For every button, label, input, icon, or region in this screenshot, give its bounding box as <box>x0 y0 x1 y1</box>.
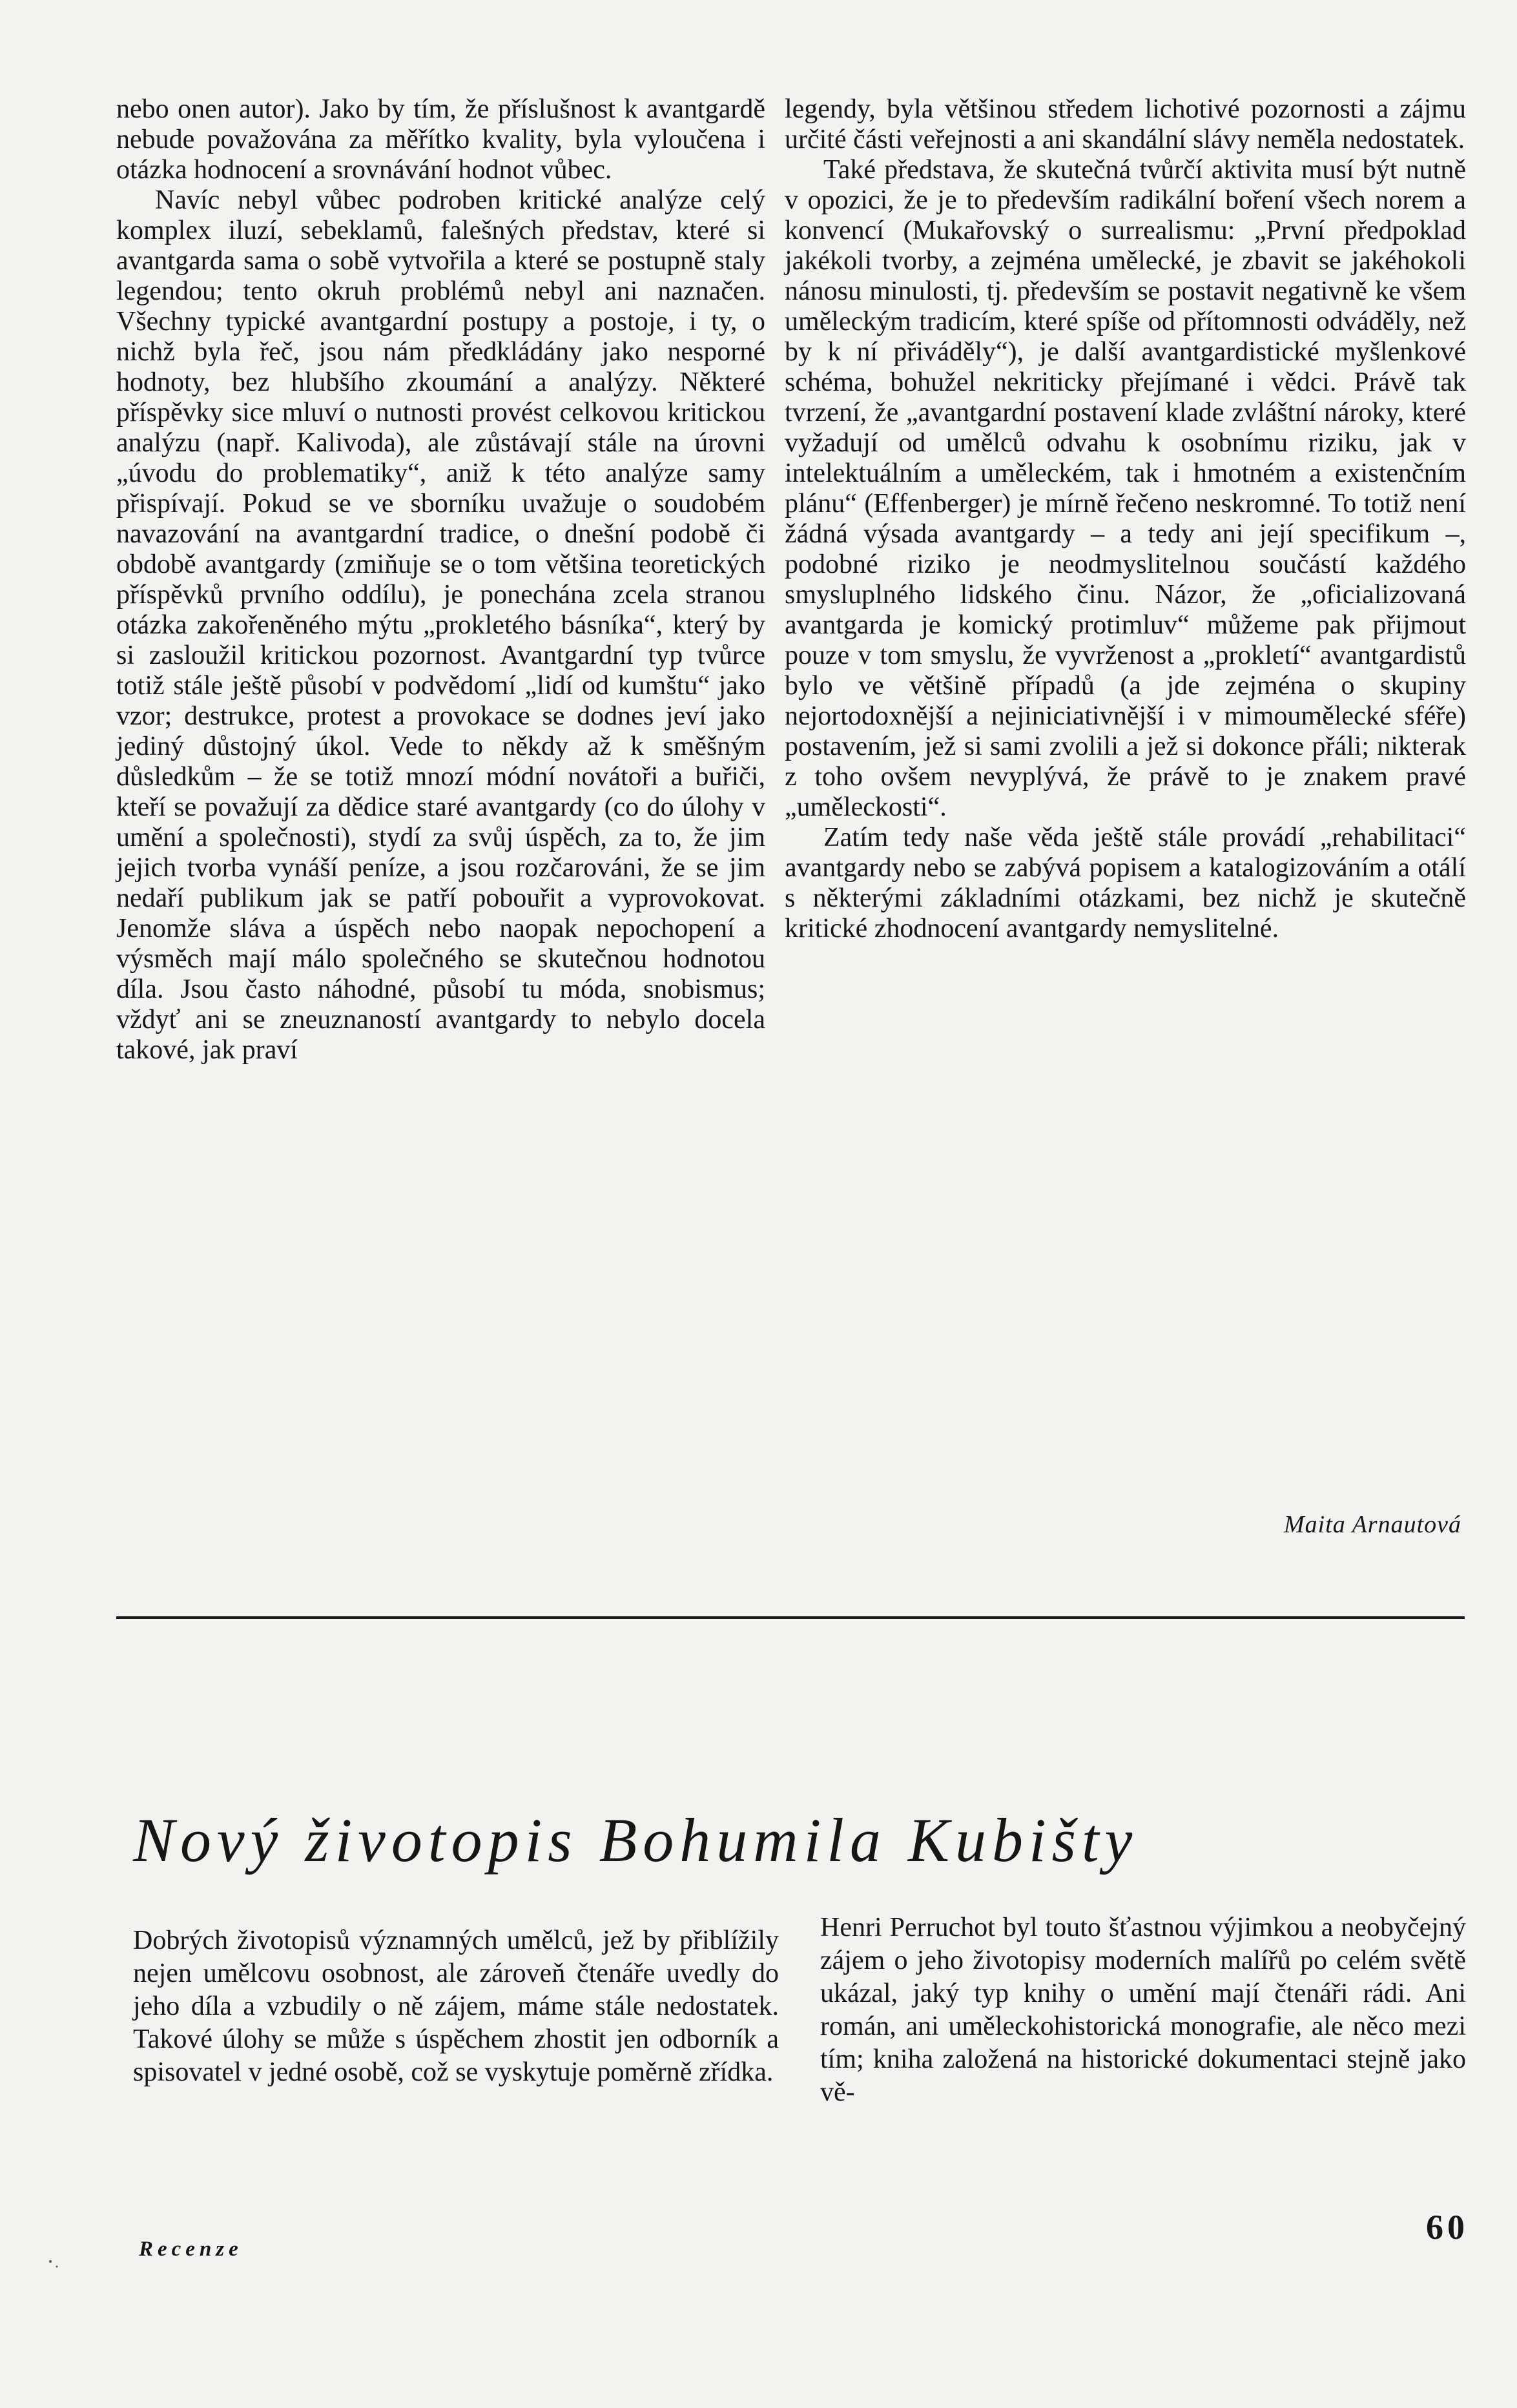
article-title: Nový životopis Bohumila Kubišty <box>133 1806 1139 1875</box>
review-left-column <box>116 94 765 1065</box>
print-speck-marks <box>45 2254 71 2273</box>
article-right-column <box>820 1911 1466 2109</box>
author-signature: Maita Arnautová <box>1283 1511 1461 1538</box>
paragraph: Dobrých životopisů významných umělců, jež by přiblížily nejen umělcovu osobnost, ale zároveň čtenáře uvedly do jeho díla a vzbudily o ně zájem, máme stále nedostatek. Takové úlohy se může s úspěchem zhostit jen odborník a spisovatel v jedné osobě, což se vyskytuje poměrně zřídka. <box>133 1926 779 2087</box>
review-right-column <box>785 94 1466 944</box>
section-label: Recenze <box>139 2238 243 2261</box>
paragraph: Henri Perruchot byl touto šťastnou výjimkou a neobyčejný zájem o jeho životopisy moderních malířů po celém světě ukázal, jaký typ knihy o umění mají čtenáři rádi. Ani román, ani uměleckohistorická monografie, ale něco mezi tím; kniha založená na historické dokumentaci stejně jako vě- <box>820 1913 1466 2107</box>
article-left-column <box>133 1924 779 2089</box>
paragraph: Navíc nebyl vůbec podroben kritické analýze celý komplex iluzí, sebeklamů, falešných představ, které si avantgarda sama o sobě vytvořila a které se postupně staly legendou; tento okruh problémů nebyl ani naznačen. Všechny typické avantgardní postupy a postoje, i ty, o nichž byla řeč, jsou nám předkládány jako nesporné hodnoty, bez hlubšího zkoumání a analýzy. Některé příspěvky sice mluví o nutnosti provést celkovou kritickou analýzu (např. Kalivoda), ale zůstávají stále na úrovni „úvodu do problematiky“, aniž k této analýze samy přispívají. Pokud se ve sborníku uvažuje o soudobém navazování na avantgardní tradice, o dnešní podobě či obdobě avantgardy (zmiňuje se o tom většina teoretických příspěvků prvního oddílu), je ponechána zcela stranou otázka zakořeněného mýtu „prokletého básníka“, který by si zasloužil kritickou pozornost. Avantgardní typ tvůrce totiž stále ještě působí v podvědomí „lidí od kumštu“ jako vzor; destrukce, protest a provokace se dodnes jeví jako jediný důstojný úkol. Vede to někdy až k směšným důsledkům – že se totiž mnozí módní novátoři a buřiči, kteří se považují za dědice staré avantgardy (co do úlohy v umění a společnosti), stydí za svůj úspěch, za to, že jim jejich tvorba vynáší peníze, a jsou rozčarováni, že se jim nedaří publikum jak se patří pobouřit a vyprovokovat. Jenomže sláva a úspěch nebo naopak nepochopení a výsměch mají málo společného se skutečnou hodnotou díla. Jsou často náhodné, působí tu móda, snobismus; vždyť ani se zneuznaností avantgardy to nebylo docela takové, jak praví <box>116 185 765 1065</box>
paragraph-continuation: legendy, byla většinou středem lichotivé pozornosti a zájmu určité části veřejnosti a ani skandální slávy neměla nedostatek. <box>785 94 1466 154</box>
section-divider <box>116 1616 1465 1619</box>
page-number: 60 <box>1426 2208 1469 2247</box>
paragraph: Zatím tedy naše věda ještě stále provádí „rehabilitaci“ avantgardy nebo se zabývá popisem a katalogizováním a otálí s některými základními otázkami, bez nichž je skutečně kritické zhodnocení avantgardy nemyslitelné. <box>785 823 1466 943</box>
paragraph: Také představa, že skutečná tvůrčí aktivita musí být nutně v opozici, že je to především radikální boření všech norem a konvencí (Mukařovský o surrealismu: „První předpoklad jakékoli tvorby, a zejména umělecké, je zbavit se jakéhokoli nánosu minulosti, tj. především se postavit negativně ke všem uměleckým tradicím, které spíše od přítomnosti odváděly, než by k ní přiváděly“), je další avantgardistické myšlenkové schéma, bohužel nekriticky přejímané i vědci. Právě tak tvrzení, že „avantgardní postavení klade zvláštní nároky, které vyžadují od umělců odvahu k osobnímu riziku, jak v intelektuálním a uměleckém, tak i hmotném a existenčním plánu“ (Effenberger) je mírně řečeno neskromné. To totiž není žádná výsada avantgardy – a tedy ani její specifikum –, podobné riziko je neodmyslitelnou součástí každého smysluplného lidského činu. Názor, že „oficializovaná avantgarda je komický protimluv“ můžeme pak přijmout pouze v tom smyslu, že vyvrženost a „prokletí“ avantgardistů bylo ve většině případů (a jde zejména o skupiny nejortodoxnější a nejiniciativnější i v mimoumělecké sféře) postavením, jež si sami zvolili a jež si dokonce přáli; nikterak z toho ovšem nevyplývá, že právě to je znakem pravé „uměleckosti“. <box>785 155 1466 822</box>
paragraph-continuation: nebo onen autor). Jako by tím, že příslušnost k avantgardě nebude považována za měřítko kvality, byla vyloučena i otázka hodnocení a srovnávání hodnot vůbec. <box>116 94 765 185</box>
